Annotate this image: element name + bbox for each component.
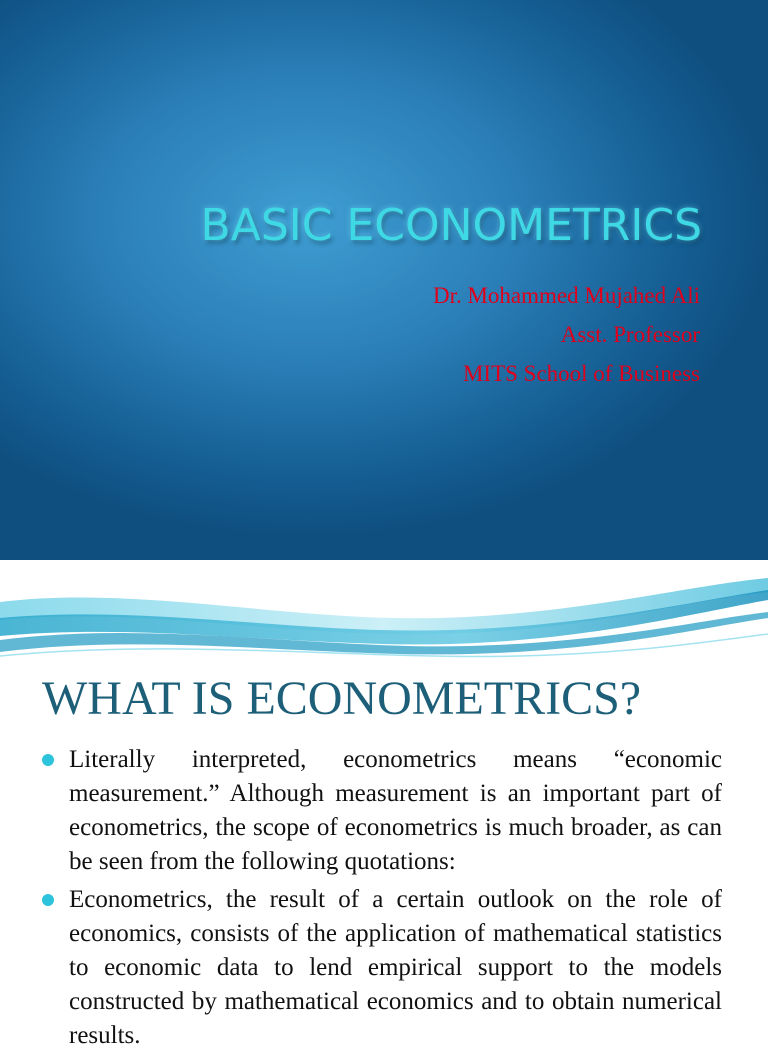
bullet-item <box>42 883 722 1053</box>
author-institution: MITS School of Business <box>462 361 700 386</box>
slide-title: BASIC ECONOMETRICS <box>200 200 702 251</box>
bullet-icon <box>42 894 54 906</box>
bullet-icon <box>42 754 54 766</box>
bullet-item <box>42 743 722 879</box>
slide-subtitle <box>433 276 700 393</box>
author-position: Asst. Professor <box>560 322 700 347</box>
bullet-text: Literally interpreted, econometrics means “economic measurement.” Although measurement is an important part of econometrics, the scope of econometrics is much broader, as can be seen from the following quotations: <box>69 746 722 875</box>
bullet-list <box>42 743 722 1057</box>
author-name: Dr. Mohammed Mujahed Ali <box>432 283 700 308</box>
content-slide <box>0 576 768 1049</box>
section-title: WHAT IS ECONOMETRICS? <box>42 672 642 725</box>
bullet-text: Econometrics, the result of a certain outlook on the role of economics, consists of the application of mathematical statistics to economic data to lend empirical support to the models constructed by mathematical economics and to obtain numerical results. <box>69 886 722 1049</box>
